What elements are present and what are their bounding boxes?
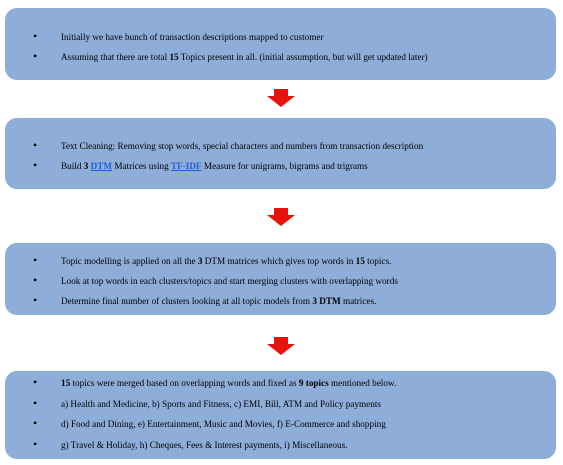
bullet-icon: • bbox=[33, 395, 38, 410]
emphasis-text: 3 bbox=[83, 161, 89, 171]
bullet-item bbox=[29, 418, 556, 430]
bullet-item bbox=[29, 436, 556, 451]
bullet-item bbox=[29, 377, 556, 389]
bullet-item bbox=[29, 160, 556, 172]
bullet-icon: • bbox=[33, 293, 38, 307]
bullet-icon: • bbox=[33, 253, 38, 267]
step-list bbox=[29, 140, 556, 172]
bullet-icon: • bbox=[33, 436, 38, 451]
step-box-1 bbox=[5, 8, 556, 80]
emphasis-text: 15 bbox=[169, 52, 179, 62]
item-text: d) Food and Dining, e) Entertainment, Music and Movies, f) E-Commerce and shopping bbox=[61, 419, 386, 429]
bullet-icon: • bbox=[33, 158, 38, 172]
emphasis-text: 3 DTM bbox=[312, 296, 341, 306]
item-text: Initially we have bunch of transaction descriptions mapped to customer bbox=[61, 32, 324, 42]
down-arrow-icon bbox=[266, 208, 296, 226]
step-box-3 bbox=[5, 243, 556, 315]
emphasis-text: 9 topics bbox=[298, 378, 329, 388]
emphasis-text: 15 bbox=[61, 378, 71, 388]
bullet-item bbox=[29, 395, 556, 410]
bullet-icon: • bbox=[33, 138, 38, 152]
item-text: matrices. bbox=[340, 296, 377, 306]
bullet-icon: • bbox=[33, 49, 38, 63]
bullet-item bbox=[29, 51, 556, 63]
item-text: Build bbox=[61, 161, 84, 171]
item-text: Assuming that there are total bbox=[61, 52, 170, 62]
item-text: DTM matrices which gives top words in bbox=[202, 256, 356, 266]
bullet-icon: • bbox=[33, 29, 38, 43]
item-text: Matrices using bbox=[112, 161, 171, 171]
item-text: g) Travel & Holiday, h) Cheques, Fees & Interest payments, i) Miscellaneous. bbox=[61, 439, 348, 450]
bullet-item bbox=[29, 31, 556, 43]
step-list bbox=[29, 31, 556, 63]
bullet-icon: • bbox=[33, 273, 38, 287]
bullet-item bbox=[29, 140, 556, 152]
bullet-icon: • bbox=[33, 416, 38, 430]
item-text: Topic modelling is applied on all the bbox=[61, 256, 198, 266]
item-text: Look at top words in each clusters/topics and start merging clusters with overlapping words bbox=[61, 276, 398, 286]
emphasis-text: 3 bbox=[197, 256, 203, 266]
item-text: topics. bbox=[364, 256, 392, 266]
item-text: Text Cleaning: Removing stop words, special characters and numbers from transaction description bbox=[61, 141, 424, 151]
step-list bbox=[29, 255, 556, 307]
down-arrow-icon bbox=[266, 89, 296, 107]
item-text: Topics present in all. (initial assumption, but will get updated later) bbox=[178, 52, 428, 62]
item-text: mentioned below. bbox=[328, 378, 397, 388]
step-box-4 bbox=[5, 371, 556, 459]
bullet-item bbox=[29, 255, 556, 267]
item-text: topics were merged based on overlapping words and fixed as bbox=[70, 378, 299, 388]
bullet-item bbox=[29, 295, 556, 307]
bullet-item bbox=[29, 275, 556, 287]
step-list bbox=[29, 377, 556, 451]
down-arrow-icon bbox=[266, 337, 296, 355]
term-link[interactable]: DTM bbox=[90, 161, 113, 171]
item-text: Measure for unigrams, bigrams and trigrams bbox=[201, 161, 368, 171]
step-box-2 bbox=[5, 118, 556, 189]
bullet-icon: • bbox=[33, 375, 38, 389]
item-text: a) Health and Medicine, b) Sports and Fitness, c) EMI, Bill, ATM and Policy payments bbox=[61, 398, 381, 409]
emphasis-text: 15 bbox=[355, 256, 365, 266]
term-link[interactable]: TF-IDF bbox=[171, 161, 202, 171]
item-text: Determine final number of clusters looking at all topic models from bbox=[61, 296, 313, 306]
